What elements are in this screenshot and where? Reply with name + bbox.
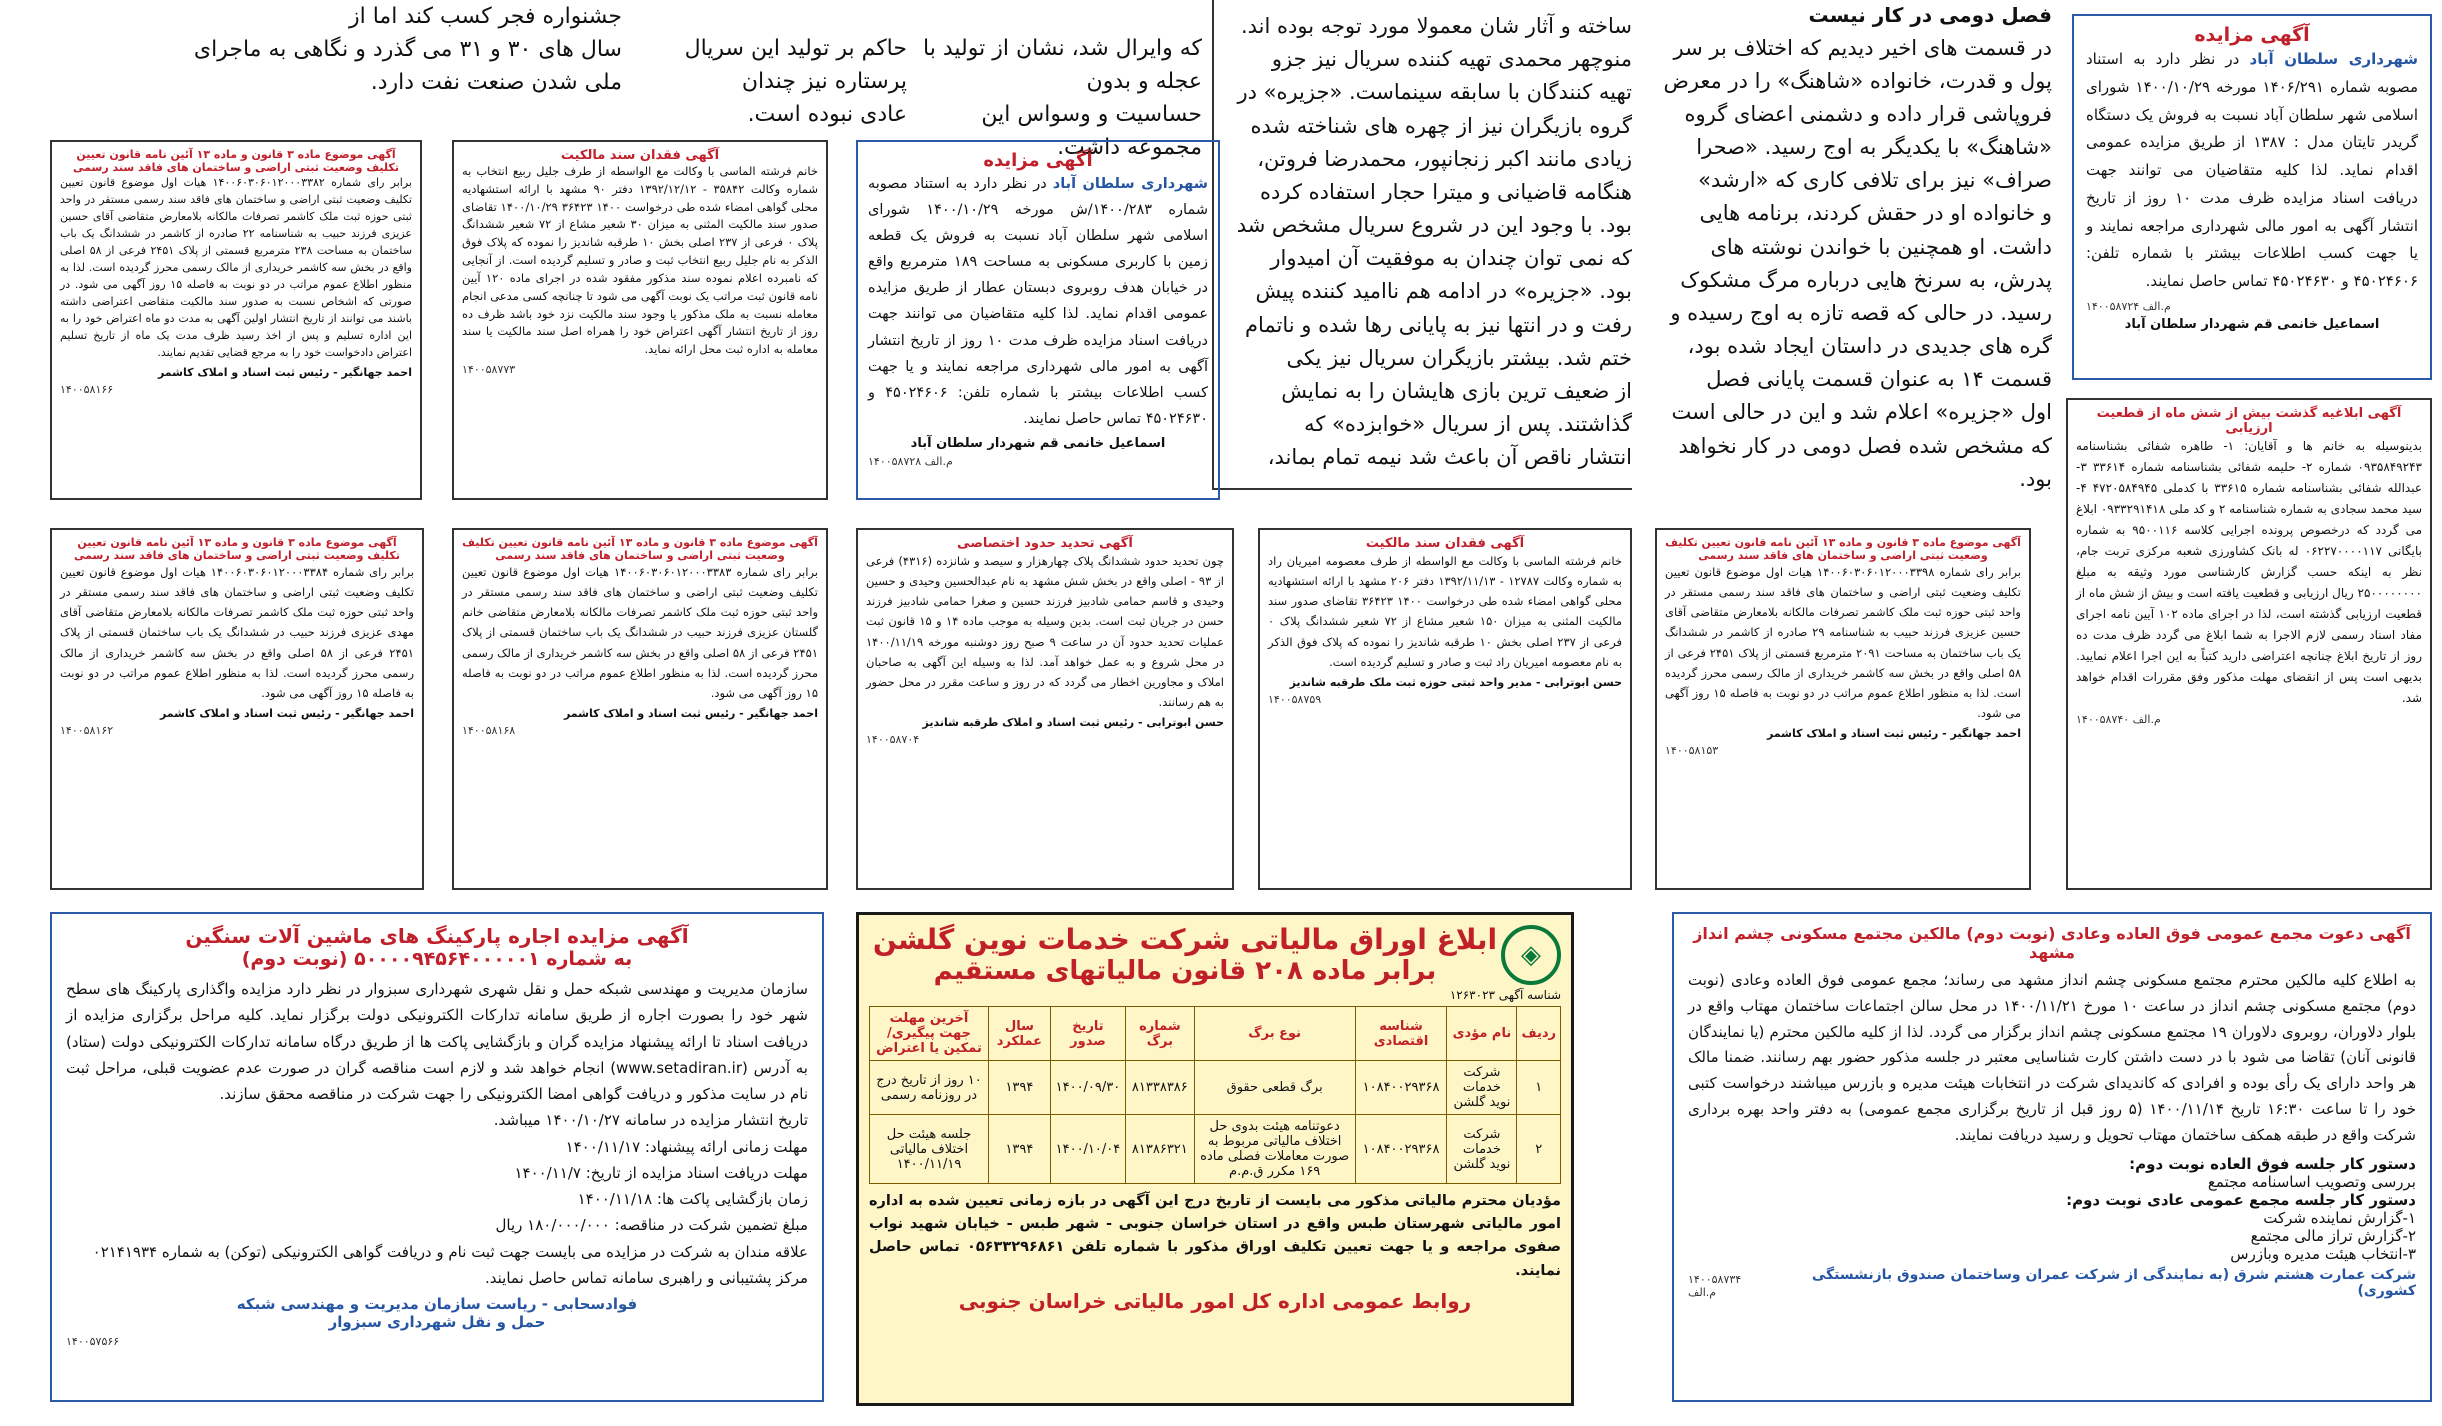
table-cell: ۱۰۸۴۰۰۲۹۳۶۸ (1355, 1115, 1447, 1184)
ad-assembly (1672, 912, 2432, 1402)
ad-signature: احمد جهانگیر - رئیس ثبت اسناد و املاک کاشمر (1766, 727, 2021, 740)
table-cell: ۱۴۰۰/۰۹/۳۰ (1050, 1061, 1125, 1115)
agenda-1-item: بررسی وتصویب اساسنامه مجتمع (2207, 1172, 2416, 1191)
tax-header (869, 923, 1561, 986)
ad-code: ۱۴۰۰۵۸۱۵۳ (1665, 744, 1719, 757)
ad-footer (1688, 1267, 2416, 1299)
ad-title: ابلاغ اوراق مالیاتی شرکت خدمات نوین گلشن (872, 923, 1498, 956)
agenda-2-title: دستور کار جلسه مجمع عمومی عادی نوبت دوم: (2066, 1190, 2416, 1209)
table-cell: شرکت خدمات نوید گلشن (1447, 1061, 1517, 1115)
col-header: شناسه اقتصادی (1355, 1007, 1447, 1061)
table-cell: ۱۰ روز از تاریخ درج در روزنامه رسمی (870, 1061, 989, 1115)
ad-mada13-row1 (50, 140, 422, 500)
ad-code: ۱۴۰۰۵۸۷۳۴ م.الف (1688, 1272, 1742, 1299)
org-name: شهرداری سلطان آباد (2249, 50, 2418, 68)
ad-title: آگهی دعوت مجمع عمومی فوق العاده وعادی (نوبت دوم) مالکین مجتمع مسکونی چشم انداز مشهد (1693, 924, 2411, 962)
ad-body: برابر رای شماره ۱۴۰۰۶۰۳۰۶۰۱۲۰۰۰۳۳۸۴ هیات اول موضوع قانون تعیین تکلیف وضعیت ثبتی اراضی و ساختمان های فاقد سند رسمی مستقر در واحد ثبتی حوزه ثبت ملک کاشمر تصرفات مالکانه بلامعارض متقاضی آقای مهدی عزیزی فرزند حبیب در ششدانگ یک باب ساختمان قسمتی از پلاک ۲۴۵۱ فرعی از ۵۸ اصلی واقع در بخش سه کاشمر خریداری از مالک رسمی محرز گردیده است. لذا به منظور اطلاع عموم مراتب در دو نوبت به فاصله ۱۵ روز آگهی می شود. (60, 565, 415, 700)
ad-title: آگهی مزایده اجاره پارکینگ های ماشین آلات سنگین (185, 924, 689, 948)
ad-row2-5 (50, 528, 424, 890)
ad-parking (50, 912, 824, 1402)
ad-body: برابر رای شماره ۱۴۰۰۶۰۳۰۶۰۱۲۰۰۰۳۳۸۲ هیات اول موضوع قانون تعیین تکلیف وضعیت ثبتی اراضی و ساختمان های فاقد سند رسمی مستقر در واحد ثبتی حوزه ثبت ملک کاشمر تصرفات مالکانه بلامعارض متقاضی آقای حسین عزیزی فرزند حبیب به شناسنامه ۲۲ صادره از کاشمر در ششدانگ یک باب ساختمان به مساحت ۲۳۸ مترمربع قسمتی از پلاک ۲۴۵۱ فرعی از ۵۸ اصلی واقع در بخش سه کاشمر خریداری از مالک رسمی محرز گردیده است. لذا به منظور اطلاع عموم مراتب در دو نوبت به فاصله ۱۵ روز آگهی می شود. در صورتی که اشخاص نسبت به صدور سند مالکیت متقاضی اعتراضی داشته باشند می توانند از تاریخ انتشار اولین آگهی به مدت دو ماه اعتراض خود را به این اداره تسلیم و پس از اخذ رسید ظرف مدت یک ماه از تاریخ تسلیم اعتراض دادخواست خود را به مرجع قضایی تقدیم نمایند. (60, 176, 413, 360)
ad-line: مبلغ تضمین شرکت در مناقصه: ۱۸۰/۰۰۰/۰۰۰ ریال (495, 1216, 808, 1235)
article-col-5-wrap (1652, 0, 2052, 490)
ad-line: مهلت زمانی ارائه پیشنهاد: ۱۴۰۰/۱۱/۱۷ (565, 1137, 808, 1156)
ad-body: برابر رای شماره ۱۴۰۰۶۰۳۰۶۰۱۲۰۰۰۳۳۸۳ هیات اول موضوع قانون تعیین تکلیف وضعیت ثبتی اراضی و ساختمان های فاقد سند رسمی مستقر در واحد ثبتی حوزه ثبت ملک کاشمر تصرفات مالکانه بلامعارض متقاضی خانم گلستان عزیزی فرزند حبیب در ششدانگ یک باب ساختمان قسمتی از پلاک ۲۴۵۱ فرعی از ۵۸ اصلی واقع در بخش سه کاشمر خریداری از مالک رسمی محرز گردیده است. لذا به منظور اطلاع عموم مراتب در دو نوبت به فاصله ۱۵ روز آگهی می شود. (462, 565, 819, 700)
ad-signature: اسماعیل خانمی قم شهردار سلطان آباد (910, 435, 1166, 451)
ad-code: ۱۴۰۰۵۸۷۷۳ (462, 362, 516, 376)
article-text: جشنواره فجر کسب کند اما از سال های ۳۰ و ۳۱ می گذرد و نگاهی به ماجرای ملی شدن صنعت نفت دارد. (193, 4, 622, 95)
ad-body-text: در نظر دارد به استناد مصوبه شماره ۱۴۰۰/۲۸۳/ش مورخه ۱۴۰۰/۱۰/۲۹ شورای اسلامی شهر سلطان آباد نسبت به فروش یک قطعه زمین با کاربری مسکونی به مساحت ۱۸۹ مترمربع واقع در خیابان هدف روبروی دبستان عطار از طریق مزایده عمومی اقدام نماید. لذا کلیه متقاضیان می توانند جهت دریافت اسناد مزایده ظرف مدت ۱۰ روز از تاریخ انتشار آگهی به امور مالی شهرداری مراجعه نمایند و یا جهت کسب اطلاعات بیشتر با شماره تلفن: ۴۵۰۲۴۶۰۶ و ۴۵۰۲۴۶۳۰ تماس حاصل نمایند. (868, 176, 1209, 427)
col-header: تاریخ صدور (1050, 1007, 1125, 1061)
ad-row2-2 (1258, 528, 1632, 890)
table-cell: دعوتنامه هیئت بدوی حل اختلاف مالیاتی مربوط به صورت معاملات فصلی ماده ۱۶۹ مکرر ق.م.م (1194, 1115, 1355, 1184)
org-name: شهرداری سلطان آباد (1052, 176, 1209, 192)
col-header: نوع برگ (1194, 1007, 1355, 1061)
ad-title-deed-row1 (452, 140, 828, 500)
table-row (870, 1115, 1561, 1184)
table-header-row (870, 1007, 1561, 1061)
ad-signature: حسن ابوترابی - رئیس ثبت اسناد و املاک طرقبه شاندیز (922, 716, 1224, 729)
ad-body-text: در نظر دارد به استناد مصوبه شماره ۱۴۰۶/۲۹۱ مورخه ۱۴۰۰/۱۰/۲۹ شورای اسلامی شهر سلطان آباد نسبت به فروش یک دستگاه گریدر تایتان مدل : ۱۳۸۷ از طریق مزایده عمومی اقدام نماید. لذا کلیه متقاضیان می توانند جهت دریافت اسناد مزایده ظرف مدت ۱۰ روز از تاریخ انتشار آگهی به امور مالی شهرداری مراجعه نمایند و یا جهت کسب اطلاعات بیشتر با شماره تلفن: ۴۵۰۲۴۶۰۶ و ۴۵۰۲۴۶۳۰ تماس حاصل نمایند. (2086, 50, 2418, 290)
article-col-3 (922, 0, 1202, 160)
ad-body: بدینوسیله به خانم ها و آقایان: ۱- طاهره شفائی بشناسنامه ۰۹۳۵۸۴۹۲۴۳ شماره ۲- حلیمه شفائی بشناسنامه شماره ۳۳۶۱۴ ۳- عبدالله شفائی بشناسنامه شماره ۳۳۶۱۵ با کدملی ۴۷۲۰۵۸۴۹۴۵ ۴- سید محمد سجادی به شماره شناسنامه ۲ و کد ملی ۰۹۳۳۲۹۱۴۱۸ ابلاغ می گردد که درخصوص پرونده اجرایی کلاسه ۹۵۰۰۱۱۶ به شماره بایگانی ۰۶۲۲۷۰۰۰۰۱۱۷ له بانک کشاورزی شعبه مرکزی تربت جام، نظر به اینکه حسب گزارش کارشناسی مورد وثیقه به مبلغ ۲۵۰۰۰۰۰۰۰۰ ریال ارزیابی و قطعیت یافته است و بیش از شش ماه از قطعیت ارزیابی گذشته است، لذا در اجرای ماده ۱۰۲ آیین نامه اجرای مفاد اسناد رسمی لازم الاجرا به شما ابلاغ می گردد ظرف مدت ده روز از تاریخ ابلاغ چنانچه اعتراضی دارید کتباً به این اجرا اعلام نمایید. بدیهی است پس از انقضای مهلت مذکور وفق مقررات اقدام خواهد شد. (2076, 439, 2423, 705)
ad-code: ۱۴۰۰۵۸۷۰۴ (866, 733, 920, 746)
article-col-2 (637, 0, 907, 127)
table-cell: ۱۳۹۴ (989, 1061, 1051, 1115)
ad-code: ۱۴۰۰۵۸۷۵۹ (1268, 692, 1322, 706)
ad-line: علاقه مندان به شرکت در مزایده می بایست جهت ثبت نام و دریافت گواهی الکترونیکی (توکن) به شماره ۰۲۱۴۱۹۳۴ مرکز پشتیبانی و راهبری سامانه تماس حاصل نمایند. (92, 1242, 808, 1287)
ad-signature: احمد جهانگیر - رئیس ثبت اسناد و املاک کاشمر (159, 706, 414, 720)
ad-ruling (2066, 398, 2432, 890)
ad-title: آگهی موضوع ماده ۳ قانون و ماده ۱۳ آئین نامه قانون تعیین تکلیف وضعیت ثبتی اراضی و ساختمان های فاقد سند رسمی (73, 148, 399, 174)
ad-code: ۱۴۰۰۵۷۵۶۶ (66, 1335, 120, 1348)
ad-title: آگهی موضوع ماده ۳ قانون و ماده ۱۳ آئین نامه قانون تعیین تکلیف وضعیت ثبتی اراضی و ساختمان های فاقد سند رسمی (74, 536, 400, 562)
agenda-2-item: ۳-انتخاب هیئت مدیره وبازرس (2230, 1244, 2416, 1263)
agenda-2-item: ۲-گزارش تراز مالی مجتمع (2250, 1226, 2416, 1245)
agenda-1-title: دستور کار جلسه فوق العاده نوبت دوم: (2129, 1154, 2416, 1173)
table-cell: شرکت خدمات نوید گلشن (1447, 1115, 1517, 1184)
ad-footer-text: مؤدیان محترم مالیاتی مذکور می بایست از تاریخ درج این آگهی در بازه زمانی تعیین شده به اداره امور مالیاتی شهرستان طبس واقع در استان خراسان جنوبی - شهر طبس - خیابان شهید نواب صفوی مراجعه و یا جهت تعیین تکلیف اوراق مذکور با شماره تلفن ۰۵۶۳۳۲۹۶۸۶۱ تماس حاصل نمایند. (869, 1193, 1561, 1279)
ad-signature: روابط عمومی اداره کل امور مالیاتی خراسان جنوبی (958, 1288, 1472, 1313)
table-cell: ۱۴۰۰/۱۰/۰۴ (1050, 1115, 1125, 1184)
ad-code: ۱۴۰۰۵۸۱۶۲ (60, 723, 114, 737)
article-text: که وایرال شد، نشان از تولید با عجله و بدون حساسیت و وسواس این مجموعه داشت. (923, 36, 1202, 160)
tax-table (869, 1006, 1561, 1184)
ad-body: چون تحدید حدود ششدانگ پلاک چهارهزار و سیصد و شانزده (۴۳۱۶) فرعی از ۹۳ - اصلی واقع در بخش شش مشهد به نام عبدالحسین وحیدی و حسین وحیدی و قاسم حمامی شادبیز فرزند حسین و صغرا حمامی شادبیز فرزند حسن در جریان ثبت است. بدین وسیله به موجب ماده ۱۴ و ۱۵ قانون ثبت عملیات تحدید حدود آن در ساعت ۹ صبح روز دوشنبه مورخه ۱۴۰۰/۱۱/۱۹ در محل شروع و به عمل خواهد آمد. لذا به وسیله این آگهی به صاحبان املاک و مجاورین اخطار می گردد که در روز و ساعت مقرر در محل حضور به هم رسانند. (866, 554, 1224, 709)
table-cell: برگ قطعی حقوق (1194, 1061, 1355, 1115)
ad-body: خانم فرشته الماسی با وکالت مع الواسطه از طرف معصومه امیریان راد به شماره وکالت ۱۲۷۸۷ - ۱۳۹۲/۱۱/۱۳ دفتر ۲۰۶ مشهد با ارائه استشهادیه محلی گواهی امضاء شده طی درخواست ۱۴۰۰ ۳۶۴۲۳ تقاضای صدور سند مالکیت المثنی به میزان ۱۵۰ شعیر مشاع از ۷۲ شعیر ششدانگ پلاک ۰ فرعی از ۲۳۷ اصلی بخش ۱۰ طرقبه شاندیز را نموده که پلاک فوق الذکر به نام معصومه امیریان راد ثبت و صادر و تسلیم گردیده است. (1268, 554, 1623, 669)
ad-title: آگهی ابلاغیه گذشت بیش از شش ماه از قطعیت ارزیابی (2096, 406, 2402, 436)
ad-code: ۱۴۰۰۵۸۷۲۴ م.الف (2086, 299, 2171, 313)
tax-titles (869, 923, 1501, 986)
table-cell: جلسه هیئت حل اختلاف مالیاتی ۱۴۰۰/۱۱/۱۹ (870, 1115, 989, 1184)
ad-row2-3 (856, 528, 1234, 890)
ad-number: به شماره ۵۰۰۰۰۹۴۵۶۴۰۰۰۰۰۱ (نوبت دوم) (241, 948, 633, 970)
ad-title: آگهی موضوع ماده ۳ قانون و ماده ۱۳ آئین نامه قانون تعیین تکلیف وضعیت ثبتی اراضی و ساختمان های فاقد سند رسمی (462, 536, 818, 562)
ad-title: آگهی مزایده (983, 150, 1093, 171)
col-header: سال عملکرد (989, 1007, 1051, 1061)
ad-subtitle: برابر ماده ۲۰۸ قانون مالیاتهای مستقیم (933, 956, 1437, 986)
ad-code: ۱۴۰۰۵۸۷۴۰ م.الف (2076, 713, 2161, 726)
col-header: نام مؤدی (1447, 1007, 1517, 1061)
ad-body: خانم فرشته الماسی با وکالت مع الواسطه از طرف جلیل ربیع انتخاب به شماره وکالت ۳۵۸۴۲ - ۱۳۹۲/۱۲/۱۲ دفتر ۹۰ مشهد با ارائه استشهادیه محلی گواهی امضاء شده طی درخواست ۱۴۰۰ ۳۶۴۲۳ ۱۴۰۰/۱۰/۲۹ تقاضای صدور سند مالکیت المثنی به میزان ۳۰ شعیر مشاع از ۷۲ شعیر ششدانگ پلاک ۰ فرعی از ۲۳۷ اصلی بخش ۱۰ طرقبه شاندیز را نموده که پلاک فوق الذکر به نام جلیل ربیع انتخاب ثبت و صادر و تسلیم گردیده است. از آنجایی که نامبرده اعلام نموده سند مذکور مفقود شده در اجرای ماده ۱۲۰ آیین نامه قانون ثبت مراتب یک نوبت آگهی می شود تا چنانچه کسی مدعی انجام معامله نسبت به ملک مذکور یا وجود سند مالکیت نزد خود باشد ظرف ده روز از تاریخ انتشار آگهی اعتراض خود را همراه اصل سند مالکیت یا سند معامله به اداره ثبت محل ارائه نماید. (462, 164, 819, 357)
table-row (870, 1061, 1561, 1115)
ad-row2-1 (1655, 528, 2031, 890)
ad-body: سازمان مدیریت و مهندسی شبکه حمل و نقل شهری شهرداری سبزوار در نظر دارد مزایده واگذاری پارکینگ های سطح شهر خود را بصورت اجاره از طریق سامانه تدارکات الکترونیکی دولت برگزار نماید. کلیه مراحل برگزاری مزایده از دریافت اسناد تا ارائه پیشنهاد مزایده گران و بازگشایی پاکت ها از طریق درگاه سامانه تدارکات الکترونیکی دولت (ستاد) به آدرس (www.setadiran.ir) انجام خواهد شد و لازم است مناقصه گران در صورت عدم عضویت قبلی، مراحل ثبت نام در سایت مذکور و دریافت گواهی امضا الکترونیکی را جهت شرکت در مناقصه محقق سازند. (66, 980, 808, 1103)
table-cell: ۸۱۳۸۶۳۲۱ (1126, 1115, 1195, 1184)
ad-signature: اسماعیل خانمی قم شهردار سلطان آباد (2124, 316, 2380, 332)
table-cell: ۱۰۸۴۰۰۲۹۳۶۸ (1355, 1061, 1447, 1115)
tax-emblem-icon: ◈ (1501, 925, 1561, 985)
ad-code: ۱۴۰۰۵۸۱۶۸ (462, 723, 516, 737)
col-header: ردیف (1517, 1007, 1561, 1061)
ad-title: آگهی مزایده (2194, 24, 2310, 46)
table-cell: ۱ (1517, 1061, 1561, 1115)
ad-title: آگهی فقدان سند مالکیت (1365, 536, 1525, 551)
article-text: ساخته و آثار شان معمولا مورد توجه بوده اند. منوچهر محمدی تهیه کننده سریال نیز جزو تهیه کنندگان با سابقه سینماست. «جزیره» در گروه بازیگران نیز از چهره های شناخته شده زیادی مانند اکبر زنجانپور، محمدرضا فروتن، هنگامه قاضیانی و میترا حجار استفاده کرده بود. با وجود این در شروع سریال مشخص شد که نمی توان چندان به موفقیت آن امیدوار بود. «جزیره» در ادامه هم ناامید کننده پیش رفت و در انتها نیز به پایانی رها شده و ناتمام ختم شد. بیشتر بازیگران سریال نیز یکی از ضعیف ترین بازی هایشان را به نمایش گذاشتند. پس از سریال «خوابزده» که انتشار ناقص آن باعث شد نیمه تمام بماند، (1236, 14, 1632, 470)
ad-body: برابر رای شماره ۱۴۰۰۶۰۳۰۶۰۱۲۰۰۰۳۳۹۸ هیات اول موضوع قانون تعیین تکلیف وضعیت ثبتی اراضی و ساختمان های فاقد سند رسمی مستقر در واحد ثبتی حوزه ثبت ملک کاشمر تصرفات مالکانه بلامعارض متقاضی آقای حسین عزیزی فرزند حبیب به شناسنامه ۲۹ صادره از کاشمر در ششدانگ یک باب ساختمان به مساحت ۲۰۹۱ مترمربع قسمتی از پلاک ۲۴۵۱ فرعی از ۵۸ اصلی واقع در بخش سه کاشمر خریداری از مالک رسمی محرز گردیده است. لذا به منظور اطلاع عموم مراتب در دو نوبت به فاصله ۱۵ روز آگهی می شود. (1665, 565, 2022, 720)
ad-body: به اطلاع کلیه مالکین محترم مجتمع مسکونی چشم انداز مشهد می رساند؛ مجمع عمومی فوق العاده وعادی (نوبت دوم) مجتمع مسکونی چشم انداز در ساعت ۱۰ مورخ ۱۴۰۰/۱۱/۲۱ در محل سالن اجتماعات ساختمان مهتاب واقع در بلوار دلاوران، روبروی دلاوران ۱۹ مجتمع مسکونی چشم انداز برگزار می گردد. لذا از کلیه مالکین محترم (یا نمایندگان قانونی آنان) تقاضا می شود با در دست داشتن کارت شناسایی معتبر در جلسه مذکور حضور بهم رسانند. ضمنا مالک هر واحد دارای یک رأی بوده و افرادی که کاندیدای شرکت در انتخابات هیئت مدیره و بازرس میباشند درخواست کتبی خود را تا ساعت ۱۶:۳۰ تاریخ ۱۴۰۰/۱۱/۱۴ (۵ روز قبل از تاریخ برگزاری مجمع عمومی) به دفتر واحد بهره برداری شرکت واقع در طبقه همکف ساختمان مهتاب تحویل و رسید دریافت نمایند. (1688, 971, 2417, 1144)
ad-signature: فوادسحابی - ریاست سازمان مدیریت و مهندسی شبکه (236, 1295, 638, 1313)
ad-auction-grader (2072, 14, 2432, 380)
table-cell: ۸۱۳۳۸۳۸۶ (1126, 1061, 1195, 1115)
ad-line: تاریخ انتشار مزایده در سامانه ۱۴۰۰/۱۰/۲۷ میباشد. (493, 1111, 808, 1130)
ad-signature: احمد جهانگیر - رئیس ثبت اسناد و املاک کاشمر (563, 706, 818, 720)
article-col-4 (1212, 0, 1632, 490)
ad-code: ۱۴۰۰۵۸۱۶۶ (60, 382, 114, 396)
table-cell: ۲ (1517, 1115, 1561, 1184)
article-subheading: فصل دومی در کار نیست (1808, 3, 2052, 27)
ad-title: آگهی موضوع ماده ۳ قانون و ماده ۱۳ آئین نامه قانون تعیین تکلیف وضعیت ثبتی اراضی و ساختمان های فاقد سند رسمی (1665, 536, 2021, 562)
ad-code: ۱۴۰۰۵۸۷۲۸ م.الف (868, 454, 953, 468)
ad-title: آگهی تحدید حدود اختصاصی (957, 536, 1133, 551)
ad-line: مهلت دریافت اسناد مزایده از تاریخ: ۱۴۰۰/۱۱/۷ (514, 1163, 808, 1182)
ad-body (868, 171, 1208, 432)
ad-title: آگهی فقدان سند مالکیت (560, 148, 720, 163)
ad-tax (856, 912, 1574, 1406)
ad-id: شناسه آگهی ۱۲۶۳۰۲۳ (1449, 988, 1561, 1002)
article-text: حاکم بر تولید این سریال پرستاره نیز چندان عادی نبوده است. (684, 36, 907, 127)
col-header: شماره برگ (1126, 1007, 1195, 1061)
agenda-2-item: ۱-گزارش نماینده شرکت (2263, 1208, 2416, 1227)
ad-auction-land (856, 140, 1220, 500)
ad-line: زمان بازگشایی پاکت ها: ۱۴۰۰/۱۱/۱۸ (577, 1190, 808, 1208)
ad-body (2086, 46, 2418, 296)
ad-signature: حمل و نقل شهرداری سبزوار (328, 1313, 546, 1331)
ad-signature: احمد جهانگیر - رئیس ثبت اسناد و املاک کاشمر (157, 365, 412, 379)
article-text: در قسمت های اخیر دیدیم که اختلاف بر سر پول و قدرت، خانواده «شاهنگ» را در معرض فروپاشی قرار داده و دشمنی اعضای گروه «شاهنگ» با یکدیگر به اوج رسید. «صحرا صراف» نیز برای تلافی کاری که «ارشد» و خانواده او در حقش کردند، برنامه هایی داشت. او همچنین با خواندن نوشته های پدرش، به سرنخ هایی درباره مرگ مشکوک رسید. در حالی که قصه تازه به اوج رسیده و گره های جدیدی در داستان ایجاد شده بود، قسمت ۱۴ به عنوان قسمت پایانی فصل اول «جزیره» اعلام شد و این در حالی است که مشخص شده فصل دومی در کار نخواهد بود. (1663, 35, 2052, 491)
ad-signature: شرکت عمارت هشتم شرق (به نمایندگی از شرکت عمران وساختمان صندوق بازنشستگی کشوری) (1811, 1266, 2416, 1299)
table-cell: ۱۳۹۴ (989, 1115, 1051, 1184)
ad-signature: حسن ابوترابی - مدیر واحد ثبتی حوزه ثبت ملک طرقبه شاندیز (1289, 675, 1622, 689)
col-header: آخرین مهلت جهت پیگیری/تمکین یا اعتراض (870, 1007, 989, 1061)
ad-row2-4 (452, 528, 828, 890)
article-col-1 (22, 0, 622, 95)
